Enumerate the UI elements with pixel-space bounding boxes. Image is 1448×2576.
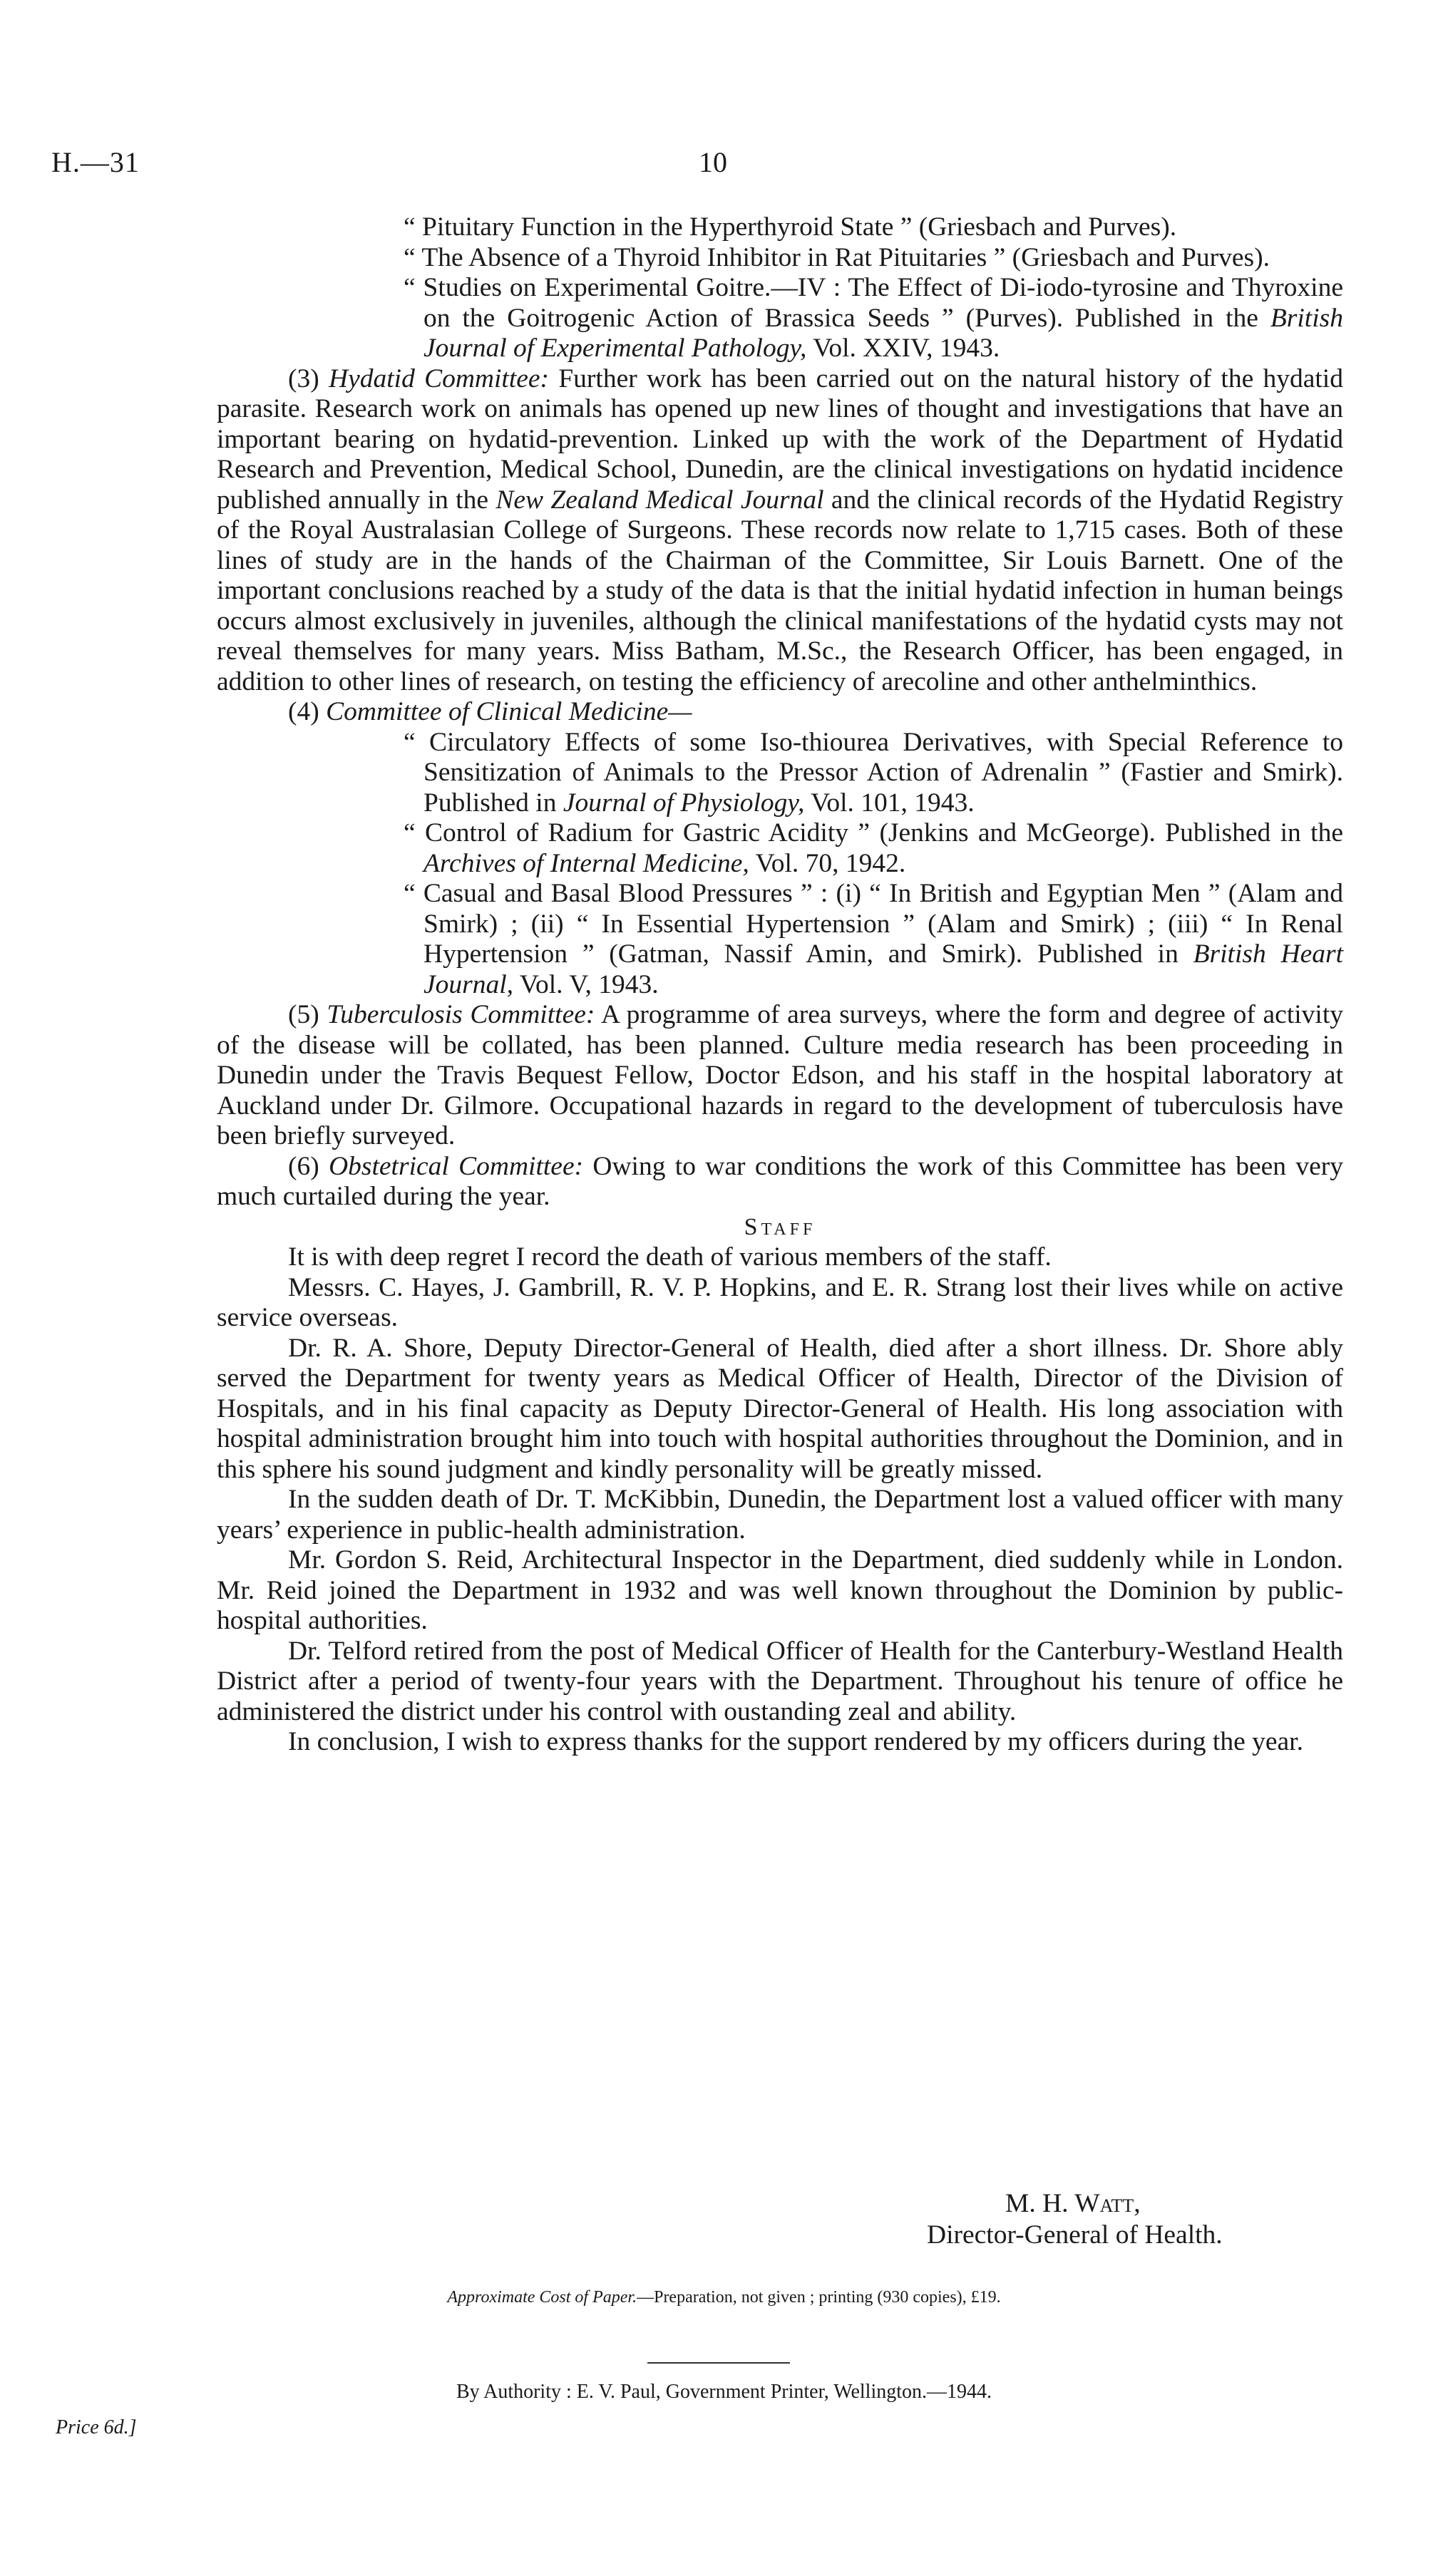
cost-note: [0, 2288, 1448, 2307]
hydatid-paragraph: [217, 364, 1343, 698]
reference-bp-journal: British Heart Journal,: [423, 939, 1343, 999]
obstetrical-number: (6): [288, 1151, 329, 1181]
hydatid-text-a: Further work has been carried out on the natural history of the hydatid parasite. Research work on animals has opened up new lines of thought and investigations that have an important bearing on hydatid-prevention. Linked up with the work of the Department of Hydatid Research and Prevention, Medical School, Dunedin, are the clinical investigations on hydatid incidence published annually in the: [217, 364, 1343, 515]
body-column: [217, 212, 1343, 1758]
staff-heading: Staff: [744, 1213, 816, 1240]
cost-text: —Preparation, not given ; printing (930 copies), £19.: [637, 2288, 1001, 2307]
reference-goitre-journal: British Journal of Experimental Pathology,: [423, 303, 1343, 363]
reference-radium-journal: Archives of Internal Medicine,: [423, 848, 749, 878]
printer-authority: By Authority : E. V. Paul, Government Printer, Wellington.—1944.: [456, 2381, 992, 2403]
staff-paragraph: In conclusion, I wish to express thanks for the support rendered by my officers during the year.: [288, 1727, 1303, 1756]
clinical-heading: [217, 697, 1343, 728]
hydatid-title: Hydatid Committee:: [329, 364, 550, 393]
clinical-number: (4): [288, 697, 327, 726]
reference-circulatory-text: “ Circulatory Effects of some Iso-thiourea Derivatives, with Special Reference to Sensitization of Animals to the Pressor Action of Adrenalin ” (Fastier and Smirk). Published in: [404, 727, 1343, 818]
reference-goitre: [217, 273, 1343, 364]
reference-bp-text: “ Casual and Basal Blood Pressures ” : (i) “ In British and Egyptian Men ” (Alam and Smirk) ; (ii) “ In Essential Hypertension ” (Alam and Smirk) ; (iii) “ In Renal Hypertension ” (Gatman, Nassif Amin, and Smirk). Published in: [404, 879, 1343, 969]
reference-pituitary: “ Pituitary Function in the Hyperthyroid State ” (Griesbach and Purves).: [404, 212, 1177, 242]
cost-label: Approximate Cost of Paper.: [447, 2288, 637, 2307]
reference-circulatory-journal: Journal of Physiology,: [563, 788, 805, 818]
tuberculosis-text: A programme of area surveys, where the form and degree of activity of the disease will be collated, has been planned. Culture media research has been proceeding in Dunedin under the Travis Bequest Fellow, Doctor Edson, and his staff in the hospital laboratory at Auckland under Dr. Gilmore. Occupational hazards in regard to the development of tuberculosis have been briefly surveyed.: [217, 1000, 1343, 1150]
page-number: 10: [699, 146, 727, 178]
tuberculosis-paragraph: [217, 1000, 1343, 1152]
signature-title: Director-General of Health.: [927, 2220, 1223, 2250]
reference-circulatory: [217, 728, 1343, 819]
reference-blood-pressures: [217, 879, 1343, 1000]
hydatid-number: (3): [288, 364, 329, 393]
staff-paragraph: Mr. Gordon S. Reid, Architectural Inspector in the Department, died suddenly while in London. Mr. Reid joined the Department in 1932 and was well known throughout the Dominion by public-hospital authorities.: [217, 1545, 1343, 1635]
document-reference: H.—31: [51, 146, 140, 178]
staff-paragraph: In the sudden death of Dr. T. McKibbin, Dunedin, the Department lost a valued officer with many years’ experience in public-health administration.: [217, 1485, 1343, 1545]
reference-circulatory-tail: Vol. 101, 1943.: [804, 788, 975, 818]
reference-bp-tail: Vol. V, 1943.: [513, 969, 659, 999]
reference-goitre-text: “ Studies on Experimental Goitre.—IV : The Effect of Di-iodo-tyrosine and Thyroxine on the Goitrogenic Action of Brassica Seeds ” (Purves). Published in the: [404, 273, 1343, 333]
staff-paragraph: It is with deep regret I record the death of various members of the staff.: [288, 1242, 1052, 1272]
reference-radium: [217, 818, 1343, 879]
footer-rule: [647, 2362, 790, 2364]
obstetrical-text: Owing to war conditions the work of this Committee has been very much curtailed during the year.: [217, 1151, 1343, 1211]
staff-paragraph: Messrs. C. Hayes, J. Gambrill, R. V. P. Hopkins, and E. R. Strang lost their lives while on active service overseas.: [217, 1272, 1343, 1332]
hydatid-journal: New Zealand Medical Journal: [495, 485, 824, 515]
obstetrical-title: Obstetrical Committee:: [329, 1151, 584, 1181]
obstetrical-paragraph: [217, 1152, 1343, 1212]
reference-radium-tail: Vol. 70, 1942.: [749, 848, 906, 878]
reference-thyroid-inhibitor: “ The Absence of a Thyroid Inhibitor in Rat Pituitaries ” (Griesbach and Purves).: [404, 242, 1270, 272]
signature-name: M. H. Watt,: [1005, 2189, 1141, 2218]
reference-radium-text: “ Control of Radium for Gastric Acidity ” (Jenkins and McGeorge). Published in the: [404, 818, 1343, 847]
clinical-title: Committee of Clinical Medicine—: [326, 697, 692, 726]
tuberculosis-number: (5): [288, 1000, 327, 1029]
tuberculosis-title: Tuberculosis Committee:: [327, 1000, 595, 1029]
staff-paragraph: Dr. R. A. Shore, Deputy Director-General of Health, died after a short illness. Dr. Shore ably served the Department for twenty years as Medical Officer of Health, Director of the Division of Hospitals, and in his final capacity as Deputy Director-General of Health. His long association with hospital administration brought him into touch with hospital authorities throughout the Dominion, and in this sphere his sound judgment and kindly personality will be greatly missed.: [217, 1333, 1343, 1484]
staff-paragraph: Dr. Telford retired from the post of Medical Officer of Health for the Canterbury-Westland Health District after a period of twenty-four years with the Department. Throughout his tenure of office he administered the district under his control with oustanding zeal and ability.: [217, 1636, 1343, 1726]
price: Price 6d.]: [56, 2416, 137, 2438]
signature-block: [927, 2188, 1223, 2251]
hydatid-text-b: and the clinical records of the Hydatid Registry of the Royal Australasian College of Surgeons. These records now relate to 1,715 cases. Both of these lines of study are in the hands of the Chairman of the Committee, Sir Louis Barnett. One of the important conclusions reached by a study of the data is that the initial hydatid infection in human beings occurs almost exclusively in juveniles, although the clinical manifestations of the hydatid cysts may not reveal themselves for many years. Miss Batham, M.Sc., the Research Officer, has been engaged, in addition to other lines of research, on testing the efficiency of arecoline and other anthelminthics.: [217, 485, 1344, 696]
reference-goitre-tail: Vol. XXIV, 1943.: [806, 334, 1000, 363]
